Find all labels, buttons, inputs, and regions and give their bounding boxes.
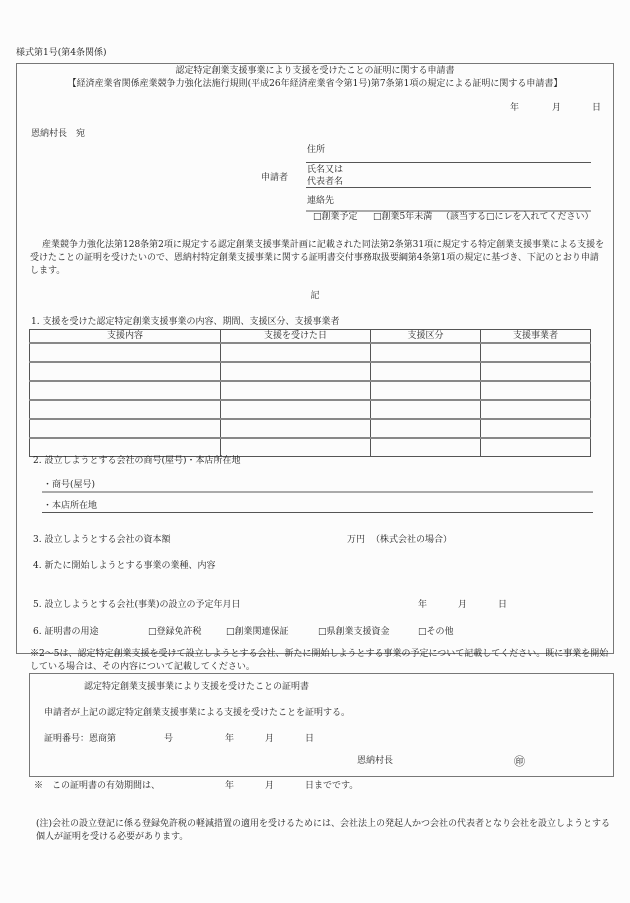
form-label: 様式第1号(第4条関係) (16, 48, 107, 58)
form-title: 認定特定創業支援事業により支援を受けたことの証明に関する申請書 (175, 66, 455, 76)
application-statement: 産業競争力強化法第128条第2項に規定する認定創業支援事業計画に記載された同法第2条第31項に規定する特定創業支援事業による支援を受けたことの証明を受けたいので、恩納村特定創業支援事業に関する証明書交付事務取扱要綱第4条第1項の規定に基づき、下記のとおり申請します。 (30, 240, 605, 276)
date-month-label: 月 (552, 103, 562, 113)
section4-heading: 4. 新たに開始しようとする事業の業種、内容 (33, 561, 216, 571)
table-cell[interactable] (371, 362, 481, 381)
option-prefecture-fund[interactable]: □県創業支援資金 (318, 627, 390, 637)
table-cell[interactable] (481, 381, 591, 400)
table-cell[interactable] (221, 362, 371, 381)
table-row (30, 343, 591, 362)
column-header-support-content: 支援内容 (30, 330, 221, 344)
form-subtitle: 【経済産業省関係産業競争力強化法施行規則(平成26年経済産業省令第1号)第7条第1項の規定による証明に関する申請書】 (67, 79, 563, 89)
certificate-statement: 申請者が上記の認定特定創業支援事業による支援を受けたことを証明する。 (44, 708, 351, 718)
certificate-year: 年 (225, 734, 235, 744)
name-label-line2: 代表者名 (307, 177, 344, 187)
table-cell[interactable] (30, 438, 221, 457)
head-office-field[interactable] (42, 512, 593, 513)
option-registration-tax[interactable]: □登録免許税 (148, 627, 202, 637)
table-cell[interactable] (221, 400, 371, 419)
table-cell[interactable] (481, 400, 591, 419)
checkbox-hint: （該当する□にレを入れてください） (441, 212, 594, 222)
head-office-label: ・本店所在地 (43, 501, 98, 511)
table-cell[interactable] (371, 343, 481, 362)
section2-heading: 2. 設立しようとする会社の商号(屋号)・本店所在地 (33, 456, 241, 466)
table-cell[interactable] (481, 343, 591, 362)
table-row (30, 438, 591, 457)
capital-unit: 万円 (347, 535, 366, 545)
table-cell[interactable] (221, 343, 371, 362)
table-cell[interactable] (371, 438, 481, 457)
validity-month: 月 (265, 781, 275, 791)
table-cell[interactable] (221, 419, 371, 438)
validity-day-suffix: 日までです。 (305, 781, 359, 791)
trade-name-label: ・商号(屋号) (43, 480, 96, 490)
table-cell[interactable] (30, 362, 221, 381)
address-label: 住所 (307, 145, 326, 155)
name-label-line1: 氏名又は (307, 165, 344, 175)
support-table (29, 329, 591, 457)
certificate-month: 月 (265, 734, 275, 744)
table-cell[interactable] (371, 419, 481, 438)
option-startup-guarantee[interactable]: □創業関連保証 (226, 627, 289, 637)
certificate-day: 日 (305, 734, 315, 744)
option-other[interactable]: □その他 (418, 627, 454, 637)
trade-name-field[interactable] (42, 491, 593, 493)
section1-heading: 1. 支援を受けた認定特定創業支援事業の内容、期間、支援区分、支援事業者 (31, 317, 340, 327)
seal-icon: ㊞ (514, 755, 525, 768)
table-row (30, 419, 591, 438)
ki-label: 記 (310, 291, 320, 301)
section5-month: 月 (458, 600, 468, 610)
section5-day: 日 (498, 600, 508, 610)
table-row (30, 400, 591, 419)
table-cell[interactable] (481, 419, 591, 438)
instruction-note: ※2～5は、認定特定創業支援を受けて設立しようとする会社、新たに開始しようとする事業の予定について記載してください。既に事業を開始している場合は、その内容について記載してください。 (30, 649, 609, 672)
table-cell[interactable] (30, 400, 221, 419)
section6-heading: 6. 証明書の用途 (33, 627, 99, 637)
certificate-issuer: 恩納村長 (357, 756, 394, 766)
table-row (30, 381, 591, 400)
addressee: 恩納村長 宛 (31, 129, 86, 139)
capital-note: （株式会社の場合） (371, 535, 453, 545)
checkbox-under-5-years[interactable]: □創業5年未満 (373, 212, 433, 222)
table-cell[interactable] (30, 381, 221, 400)
applicant-label: 申請者 (261, 173, 289, 183)
table-cell[interactable] (481, 362, 591, 381)
certificate-number-suffix: 号 (164, 734, 174, 744)
table-cell[interactable] (30, 419, 221, 438)
checkbox-planned-startup[interactable]: □創業予定 (313, 212, 358, 222)
footnote: (注)会社の設立登記に係る登録免許税の軽減措置の適用を受けるためには、会社法上の発起人かつ会社の代表者となり会社を設立しようとする個人が証明を受ける必要があります。 (36, 819, 611, 842)
table-cell[interactable] (371, 381, 481, 400)
column-header-support-category: 支援区分 (371, 330, 481, 344)
table-cell[interactable] (371, 400, 481, 419)
table-cell[interactable] (221, 438, 371, 457)
column-header-support-provider: 支援事業者 (481, 330, 591, 344)
contact-label: 連絡先 (307, 196, 335, 206)
certificate-title: 認定特定創業支援事業により支援を受けたことの証明書 (84, 682, 310, 692)
date-day-label: 日 (592, 103, 602, 113)
validity-prefix: ※ この証明書の有効期間は、 (34, 781, 161, 791)
table-cell[interactable] (30, 343, 221, 362)
column-header-support-date: 支援を受けた日 (221, 330, 371, 344)
section5-heading: 5. 設立しようとする会社(事業)の設立の予定年月日 (33, 600, 241, 610)
address-field[interactable] (306, 162, 591, 163)
date-year-label: 年 (510, 103, 520, 113)
table-row (30, 362, 591, 381)
validity-year: 年 (225, 781, 235, 791)
section3-heading: 3. 設立しようとする会社の資本額 (33, 535, 171, 545)
certificate-number-label: 証明番号：恩商第 (44, 734, 117, 744)
name-field[interactable] (306, 187, 591, 188)
section5-year: 年 (418, 600, 428, 610)
table-cell[interactable] (221, 381, 371, 400)
table-cell[interactable] (481, 438, 591, 457)
